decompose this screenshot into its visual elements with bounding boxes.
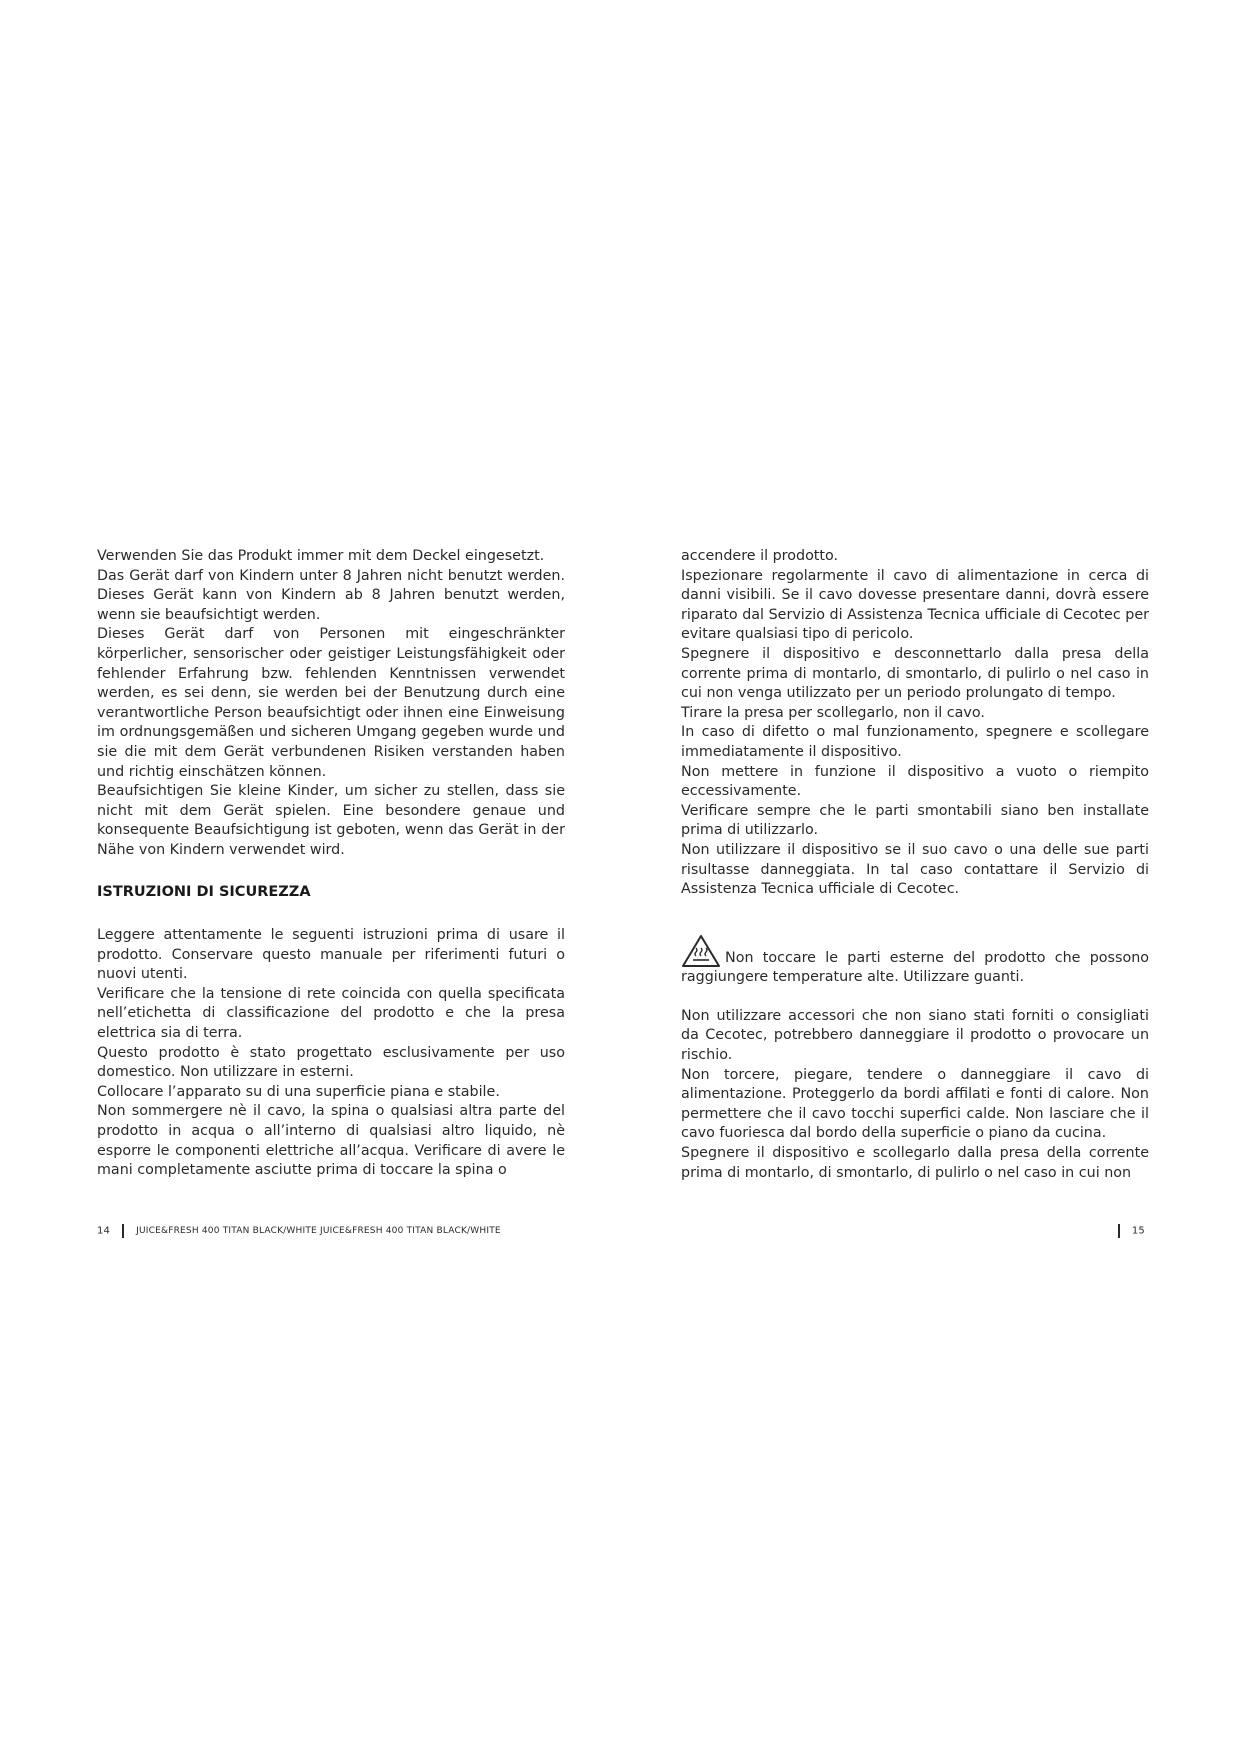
left-page-number: 14 — [97, 1225, 111, 1237]
german-paragraph-4: Beaufsichtigen Sie kleine Kinder, um sicher zu stellen, dass sie nicht mit dem Gerät spielen. Eine besondere genaue und konsequente Beaufsichtigung ist geboten, wenn das Gerät in der Nähe von Kindern verwendet wird. — [97, 783, 565, 858]
german-paragraph-3: Dieses Gerät darf von Personen mit eingeschränkter körperlicher, sensorischer oder geistiger Leistungsfähigkeit oder fehlender Erfahrung bzw. fehlenden Kenntnissen verwendet werden, es sei denn, sie werden bei der Benutzung durch eine verantwortliche Person beaufsichtigt oder ihnen eine Einweisung im ordnungsgemäßen und sicheren Umgang gegeben wurde und sie die mit dem Gerät verbundenen Risiken verstanden haben und richtig einschätzen können. — [97, 626, 565, 780]
italian-paragraph-1: Leggere attentamente le seguenti istruzioni prima di usare il prodotto. Conservare questo manuale per riferimenti futuri o nuovi utenti. — [97, 927, 565, 983]
hot-surface-warning — [681, 934, 1149, 988]
right-page-column — [681, 547, 1149, 1183]
right-paragraph-7: Verificare sempre che le parti smontabili siano ben installate prima di utilizzarlo. — [681, 802, 1149, 839]
right-paragraph-4: Tirare la presa per scollegarlo, non il cavo. — [681, 704, 985, 721]
right-paragraph-1: accendere il prodotto. — [681, 548, 839, 564]
german-paragraph-1: Verwenden Sie das Produkt immer mit dem Deckel eingesetzt. — [97, 548, 545, 564]
right-paragraph-2: Ispezionare regolarmente il cavo di alimentazione in cerca di danni visibili. Se il cavo dovesse presentare danni, dovrà essere riparato dal Servizio di Assistenza Tecnica ufficiale di Cecotec per evitare qualsiasi tipo di pericolo. — [681, 567, 1149, 643]
right-paragraph-3: Spegnere il dispositivo e desconnettarlo dalla presa della corrente prima di montarlo, di smontarlo, di pulirlo o nel caso in cui non venga utilizzato per un periodo prolungato di tempo. — [681, 645, 1149, 702]
right-page-footer — [1106, 1224, 1145, 1238]
left-page-footer — [97, 1224, 501, 1238]
italian-paragraph-2: Verificare che la tensione di rete coincida con quella specificata nell’etichetta di classificazione del prodotto e che la presa elettrica sia di terra. — [97, 985, 565, 1042]
german-paragraph-2: Das Gerät darf von Kindern unter 8 Jahren nicht benutzt werden. Dieses Gerät kann von Kindern ab 8 Jahren benutzt werden, wenn sie beaufsichtigt werden. — [97, 567, 565, 623]
hot-surface-warning-icon — [681, 934, 721, 968]
section-heading-safety: ISTRUZIONI DI SICUREZZA — [97, 883, 311, 900]
italian-paragraph-4: Collocare l’apparato su di una superficie piana e stabile. — [97, 1083, 500, 1100]
right-paragraph-9: Non utilizzare accessori che non siano stati forniti o consigliati da Cecotec, potrebbero danneggiare il prodotto o provocare un rischio. — [681, 1007, 1149, 1064]
right-page-number: 15 — [1131, 1225, 1145, 1237]
warning-text: Non toccare le parti esterne del prodotto che possono raggiungere temperature alte. Utilizzare guanti. — [681, 949, 1149, 986]
italian-paragraph-5: Non sommergere nè il cavo, la spina o qualsiasi altra parte del prodotto in acqua o all’interno di qualsiasi altro liquido, nè esporre le componenti elettriche all’acqua. Verificare di avere le mani completamente asciutte prima di toccare la spina o — [97, 1103, 565, 1179]
right-paragraph-11: Spegnere il dispositivo e scollegarlo dalla presa della corrente prima di montarlo, di smontarlo, di pulirlo o nel caso in cui non — [681, 1145, 1149, 1181]
left-page-column — [97, 547, 565, 1181]
right-paragraph-10: Non torcere, piegare, tendere o danneggiare il cavo di alimentazione. Proteggerlo da bordi affilati e fonti di calore. Non permettere che il cavo tocchi superfici calde. Non lasciare che il cavo fuoriesca dal bordo della superficie o piano da cucina. — [681, 1066, 1149, 1142]
right-paragraph-8: Non utilizzare il dispositivo se il suo cavo o una delle sue parti risultasse danneggiata. In tal caso contattare il Servizio di Assistenza Tecnica ufficiale di Cecotec. — [681, 841, 1149, 898]
footer-product-title: JUICE&FRESH 400 TITAN BLACK/WHITE JUICE&FRESH 400 TITAN BLACK/WHITE — [136, 1226, 501, 1236]
footer-divider — [122, 1224, 124, 1238]
footer-divider — [1118, 1224, 1120, 1238]
italian-paragraph-3: Questo prodotto è stato progettato esclusivamente per uso domestico. Non utilizzare in esterni. — [97, 1044, 565, 1081]
right-paragraph-6: Non mettere in funzione il dispositivo a vuoto o riempito eccessivamente. — [681, 763, 1149, 800]
right-paragraph-5: In caso di difetto o mal funzionamento, spegnere e scollegare immediatamente il dispositivo. — [681, 724, 1149, 760]
